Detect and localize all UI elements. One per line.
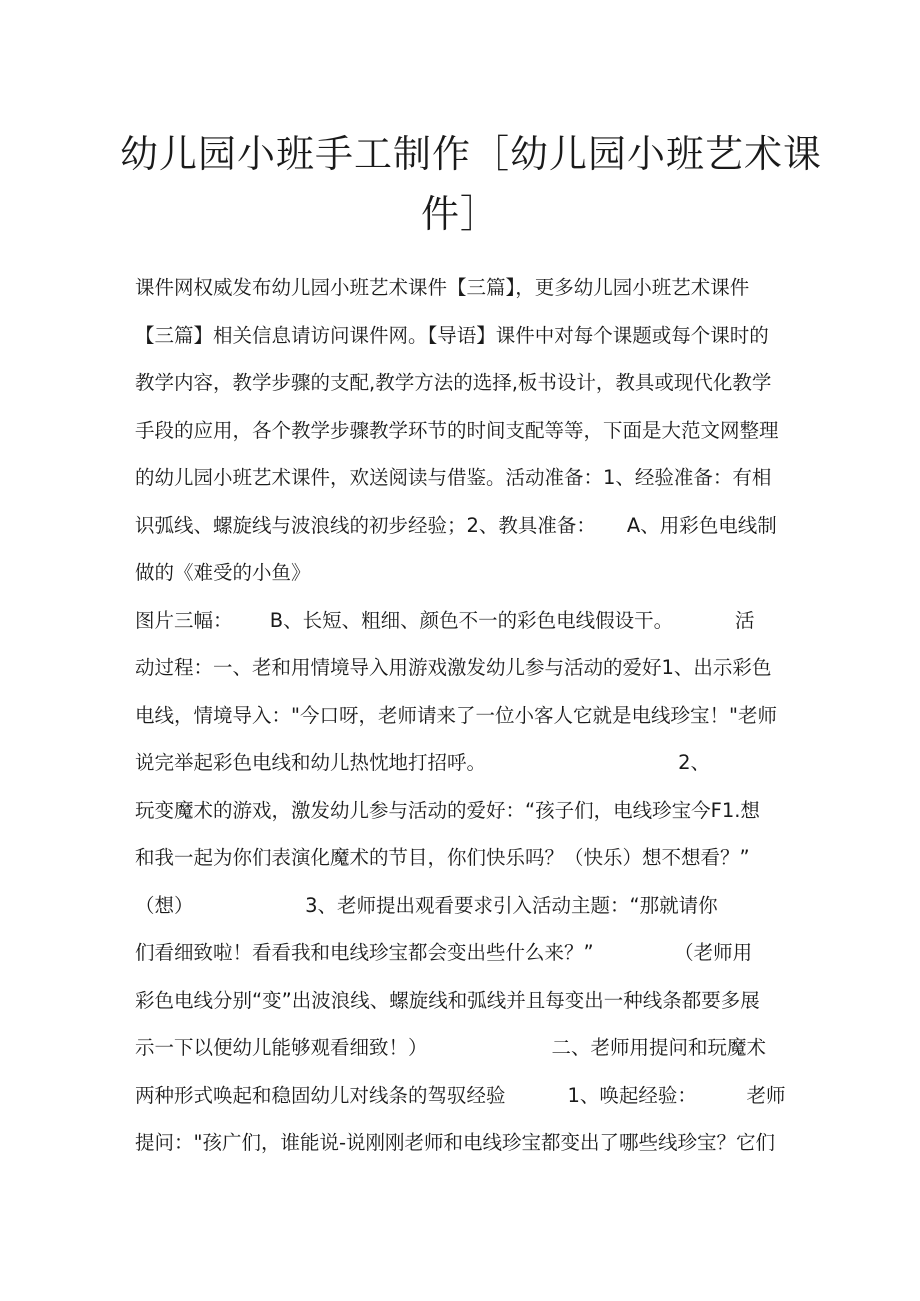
body-line: 和我一起为你们表演化魔术的节目，你们快乐吗？（快乐）想不想看？” — [135, 846, 750, 869]
body-line: 提问："孩广们，谁能说-说刚刚老师和电线珍宝都变出了哪些线珍宝？它们 — [135, 1131, 776, 1154]
body-line: 图片三幅： B、长短、粗细、颜色不一的彩色电线假设干。 活 — [135, 608, 755, 632]
body-line: （想） 3、老师提出观看要求引入活动主题：“那就请你 — [135, 893, 718, 917]
body-line: 说完举起彩色电线和幼儿热忱地打招呼。 2、 — [135, 751, 711, 774]
body-line: 课件网权威发布幼儿园小班艺术课件【三篇】，更多幼儿园小班艺术课件 — [135, 276, 750, 299]
body-line: 们看细致啦！看看我和电线珍宝都会变出些什么来？” （老师用 — [135, 941, 753, 964]
body-line: 做的《难受的小鱼》 — [135, 561, 311, 584]
title-line: 件］ — [420, 192, 499, 236]
body-line: 识弧线、螺旋线与波浪线的初步经验；2、教具准备： A、用彩色电线制 — [135, 513, 777, 537]
document-body — [135, 264, 800, 1167]
body-line: 彩色电线分别“变”出波浪线、螺旋线和弧线并且每变出一种线条都要多展 — [135, 988, 760, 1012]
body-line: 的幼儿园小班艺术课件，欢送阅读与借鉴。活动准备：1、经验准备：有相 — [135, 466, 772, 489]
body-line: 手段的应用，各个教学步骤教学环节的时间支配等等，下面是大范文网整理 — [135, 418, 779, 442]
title-line: 幼儿园小班手工制作［幼儿园小班艺术课 — [120, 132, 823, 176]
document-title — [120, 124, 823, 244]
body-line: 示一下以便幼儿能够观看细致！） 二、老师用提问和玩魔术 — [135, 1036, 766, 1059]
body-line: 两种形式唤起和稳固幼儿对线条的驾驭经验 1、唤起经验： 老师 — [135, 1083, 786, 1107]
body-line: 教学内容，教学步骤的支配,教学方法的选择,板书设计，教具或现代化教学 — [135, 371, 772, 394]
body-line: 【三篇】相关信息请访问课件网。【导语】课件中对每个课题或每个课时的 — [135, 323, 769, 347]
body-line: 玩变魔术的游戏，激发幼儿参与活动的爱好：“孩子们，电线珍宝今F1.想 — [135, 798, 760, 822]
body-line: 电线，情境导入："今口呀，老师请来了一位小客人它就是电线珍宝！"老师 — [135, 703, 777, 727]
body-line: 动过程：一、老和用情境导入用游戏激发幼儿参与活动的爱好1、出示彩色 — [135, 656, 772, 679]
